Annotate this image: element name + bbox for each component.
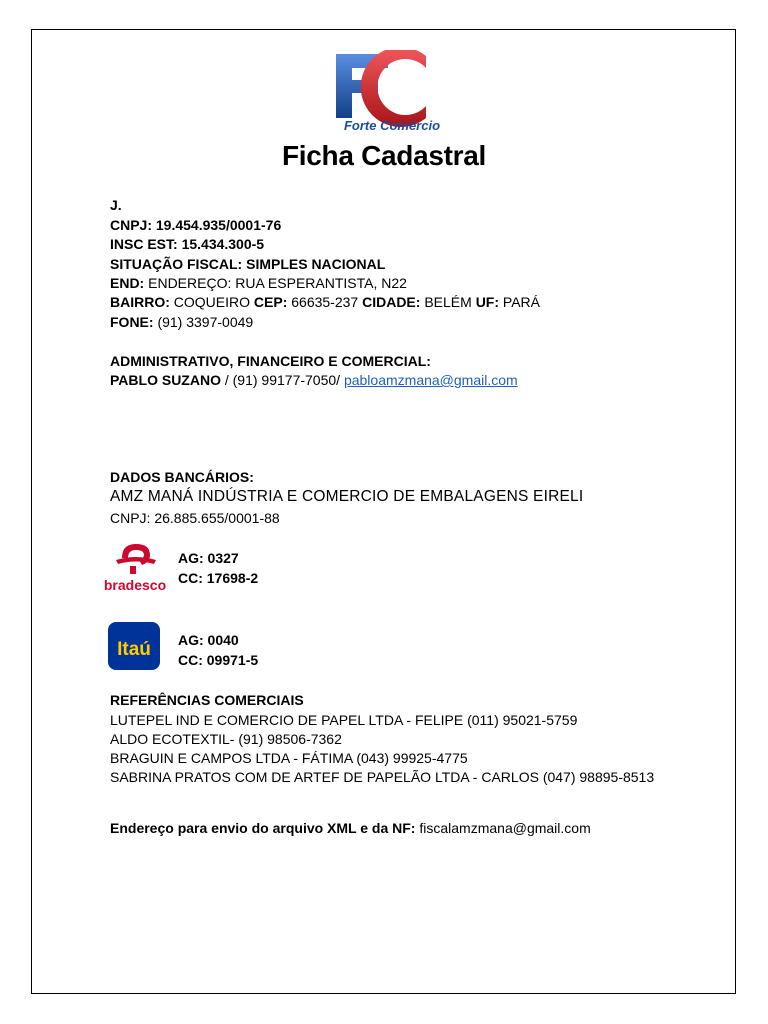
xml-line: [110, 819, 591, 838]
reference-item: SABRINA PRATOS COM DE ARTEF DE PAPELÃO LTDA - CARLOS (047) 98895-8513: [110, 769, 655, 785]
contact-email-link[interactable]: pabloamzmana@gmail.com: [343, 372, 518, 388]
uf-value: PARÁ: [499, 294, 540, 310]
reference-item: BRAGUIN E CAMPOS LTDA - FÁTIMA (043) 99925-4775: [110, 750, 468, 766]
bradesco-logo: [100, 538, 170, 594]
phone-value: (91) 3397-0049: [153, 314, 254, 330]
address-label: END:: [110, 275, 145, 291]
company-insc: INSC EST: 15.434.300-5: [110, 236, 265, 252]
bank-holder: AMZ MANÁ INDÚSTRIA E COMERCIO DE EMBALAGENS EIRELI: [110, 488, 584, 505]
cep-label: CEP:: [253, 294, 288, 310]
company-fiscal: SITUAÇÃO FISCAL: SIMPLES NACIONAL: [110, 256, 386, 272]
xml-email: fiscalamzmana@gmail.com: [415, 820, 591, 836]
itau-ag: AG: 0040: [178, 632, 239, 648]
bradesco-ag: AG: 0327: [178, 550, 239, 566]
company-location: [110, 293, 540, 312]
references-heading: REFERÊNCIAS COMERCIAIS: [110, 692, 304, 708]
phone-label: FONE:: [110, 314, 154, 330]
bairro-label: BAIRRO:: [110, 294, 170, 310]
bradesco-cc: CC: 17698-2: [178, 570, 259, 586]
bairro-value: COQUEIRO: [169, 294, 254, 310]
forte-comercio-logo: [330, 50, 452, 136]
cidade-label: CIDADE:: [362, 294, 421, 310]
company-name: J.: [110, 197, 122, 213]
xml-label: Endereço para envio do arquivo XML e da NF:: [110, 820, 416, 836]
reference-item: ALDO ECOTEXTIL- (91) 98506-7362: [110, 731, 342, 747]
reference-item: LUTEPEL IND E COMERCIO DE PAPEL LTDA - FELIPE (011) 95021-5759: [110, 712, 578, 728]
bank-cnpj: CNPJ: 26.885.655/0001-88: [110, 510, 280, 526]
company-phone: [110, 313, 253, 332]
contact-name: PABLO SUZANO: [110, 372, 221, 388]
cidade-value: BELÉM: [420, 294, 476, 310]
itau-logo: [108, 622, 160, 670]
uf-label: UF:: [475, 294, 500, 310]
company-cnpj: CNPJ: 19.454.935/0001-76: [110, 217, 282, 233]
bradesco-logo-text: bradesco: [103, 577, 167, 593]
contact-heading: ADMINISTRATIVO, FINANCEIRO E COMERCIAL:: [110, 353, 431, 369]
logo-caption: Forte Comércio: [343, 118, 441, 133]
itau-cc: CC: 09971-5: [178, 652, 259, 668]
contact-line: [110, 371, 518, 390]
page-title: Ficha Cadastral: [281, 140, 487, 171]
contact-phone: / (91) 99177-7050/: [220, 372, 344, 388]
address-value: ENDEREÇO: RUA ESPERANTISTA, N22: [144, 275, 407, 291]
company-address: [110, 274, 407, 293]
cep-value: 66635-237: [287, 294, 363, 310]
itau-logo-text: Itaú: [117, 639, 151, 660]
bank-heading: DADOS BANCÁRIOS:: [110, 469, 254, 485]
